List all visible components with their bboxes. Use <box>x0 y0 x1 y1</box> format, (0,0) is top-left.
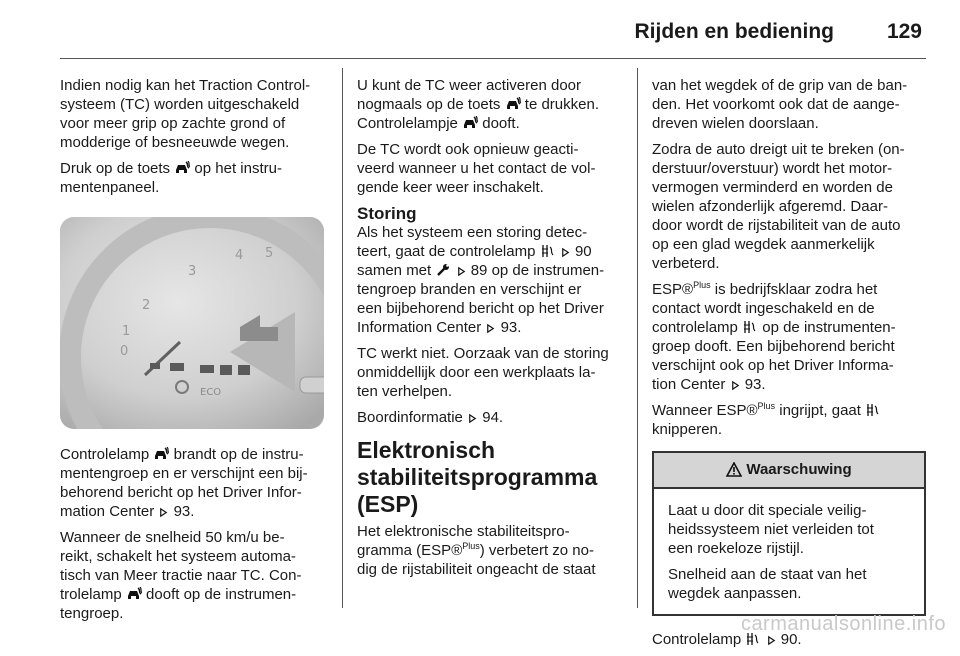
text: Controlelampje <box>357 115 458 132</box>
warning-title: Waarschuwing <box>746 461 852 478</box>
page-reference: 90 <box>574 243 592 260</box>
text: dooft. <box>482 115 520 132</box>
paragraph <box>357 76 627 133</box>
svg-text:2: 2 <box>142 298 151 313</box>
text-line: van het wegdek of de grip van de ban- <box>652 77 908 94</box>
page-reference-icon <box>158 507 169 518</box>
text-line <box>652 401 926 420</box>
text-line <box>60 445 328 464</box>
page-reference: 93. <box>744 376 766 393</box>
column-divider <box>637 68 638 608</box>
page-reference: 90. <box>780 631 802 648</box>
superscript: Plus <box>757 401 776 411</box>
paragraph <box>60 159 328 197</box>
text-line: Laat u door dit speciale veilig- <box>668 502 867 519</box>
text: samen met <box>357 262 432 279</box>
text-line: modderige of besneeuwde wegen. <box>60 134 290 151</box>
esp-icon <box>742 320 758 334</box>
page-reference: 94. <box>482 409 504 426</box>
text: tion Center <box>652 376 726 393</box>
text-line: Snelheid aan de staat van het <box>668 566 867 583</box>
svg-text:3: 3 <box>188 264 197 279</box>
text: brandt op de instru- <box>173 446 304 463</box>
page-reference: 93. <box>500 319 522 336</box>
text-line: vermogen verminderd en worden de <box>652 179 893 196</box>
text: dooft op de instrumen- <box>146 586 297 603</box>
text-line: Indien nodig kan het Traction Control- <box>60 77 311 94</box>
column-1 <box>60 76 328 630</box>
superscript: Plus <box>693 280 711 290</box>
text: teert, gaat de controlelamp <box>357 243 536 260</box>
text-line: den. Het voorkomt ook dat de aange- <box>652 96 900 113</box>
text-line: Als het systeem een storing detec- <box>357 224 588 241</box>
text: ESP® <box>652 281 694 298</box>
text-line: systeem (TC) worden uitgeschakeld <box>60 96 300 113</box>
header-divider <box>60 58 926 59</box>
text-line: mentenpaneel. <box>60 179 160 196</box>
warning-triangle-icon <box>726 462 742 477</box>
traction-control-icon <box>126 587 142 601</box>
esp-icon <box>540 244 556 258</box>
column-2 <box>357 76 627 586</box>
paragraph <box>357 408 627 427</box>
text-line: wielen afzonderlijk afgeremd. Daar- <box>652 198 888 215</box>
column-divider <box>342 68 343 608</box>
text-line: op een glad wegdek aanmerkelijk <box>652 236 875 253</box>
text-line <box>357 95 627 114</box>
watermark: carmanualsonline.info <box>740 613 946 635</box>
traction-control-icon <box>174 161 190 175</box>
subsection-heading: Storing <box>357 204 417 223</box>
text-line: verbeterd. <box>652 255 720 272</box>
text-line: behorend bericht op het Driver Infor- <box>60 484 302 501</box>
text-line: TC werkt niet. Oorzaak van de storing <box>357 345 609 362</box>
svg-text:4: 4 <box>235 248 244 263</box>
text-line <box>357 114 627 133</box>
page-reference-icon <box>560 247 571 258</box>
paragraph <box>357 223 627 337</box>
paragraph <box>668 565 912 603</box>
text-line <box>652 375 926 394</box>
text-line <box>357 261 627 280</box>
text-line <box>357 541 627 560</box>
text-line: Wanneer de snelheid 50 km/u be- <box>60 529 285 546</box>
superscript: Plus <box>462 541 480 551</box>
text-line <box>357 408 627 427</box>
text: gramma (ESP® <box>357 542 463 559</box>
heading-line: Elektronisch <box>357 437 496 463</box>
text: trolelamp <box>60 586 122 603</box>
text: Wanneer ESP® <box>652 402 758 419</box>
text-line <box>60 502 328 521</box>
paragraph <box>357 140 627 197</box>
paragraph <box>60 445 328 521</box>
paragraph <box>60 528 328 623</box>
instrument-cluster-photo <box>60 217 324 429</box>
paragraph <box>652 140 926 273</box>
text: Druk op de toets <box>60 160 171 177</box>
text-line: voor meer grip op zachte grond of <box>60 115 286 132</box>
page-reference-icon <box>485 323 496 334</box>
column-3 <box>652 76 926 656</box>
esp-icon <box>865 403 881 417</box>
text: op het instru- <box>194 160 282 177</box>
instrument-cluster-illustration <box>60 217 324 429</box>
page-reference-icon <box>456 266 467 277</box>
page-header <box>60 14 924 54</box>
text-line: tisch van Meer tractie naar TC. Con- <box>60 567 302 584</box>
text-line: mentengroep en er verschijnt een bij- <box>60 465 308 482</box>
traction-control-icon <box>505 97 521 111</box>
text-line: De TC wordt ook opnieuw geacti- <box>357 141 579 158</box>
text-line: tengroep branden en verschijnt er <box>357 281 582 298</box>
text-line: veerd wanneer u het contact de vol- <box>357 160 596 177</box>
page-reference-icon <box>730 380 741 391</box>
text: te drukken. <box>524 96 599 113</box>
text-line: een bijbehorend bericht op het Driver <box>357 300 604 317</box>
wrench-icon <box>435 263 451 277</box>
svg-text:0: 0 <box>120 344 129 359</box>
traction-control-icon <box>153 447 169 461</box>
text-line <box>652 318 926 337</box>
text-line: Zodra de auto dreigt uit te breken (on- <box>652 141 905 158</box>
paragraph <box>652 401 926 439</box>
text: Controlelamp <box>652 631 742 648</box>
text-line <box>60 159 328 178</box>
text-line: tengroep. <box>60 605 124 622</box>
paragraph <box>357 522 627 579</box>
svg-text:5: 5 <box>265 246 274 261</box>
text-line: ten verhelpen. <box>357 383 453 400</box>
text-line: onmiddellijk door een werkplaats la- <box>357 364 596 381</box>
text-line <box>60 585 328 604</box>
paragraph <box>357 344 627 401</box>
text: Controlelamp <box>60 446 150 463</box>
text: nogmaals op de toets <box>357 96 501 113</box>
text-line: groep dooft. Een bijbehorend bericht <box>652 338 895 355</box>
text-line <box>357 318 627 337</box>
text: controlelamp <box>652 319 738 336</box>
text-line: derstuur/overstuur) wordt het motor- <box>652 160 893 177</box>
text-line: wegdek aanpassen. <box>668 585 802 602</box>
svg-text:1: 1 <box>122 324 131 339</box>
text-line: contact wordt ingeschakeld en de <box>652 300 875 317</box>
text-line: een roekeloze rijstijl. <box>668 540 804 557</box>
heading-line: stabiliteitsprogramma <box>357 464 598 490</box>
page-number: 129 <box>886 20 922 43</box>
warning-header <box>654 453 924 489</box>
traction-control-icon <box>462 116 478 130</box>
text: mation Center <box>60 503 155 520</box>
page-reference-icon <box>766 635 777 646</box>
text-line <box>357 242 627 261</box>
heading-line: (ESP) <box>357 491 419 517</box>
paragraph <box>668 501 912 558</box>
text-line <box>652 280 926 299</box>
text: 89 op de instrumen- <box>470 262 605 279</box>
paragraph <box>652 280 926 394</box>
text-line: heidssysteem niet verleiden tot <box>668 521 874 538</box>
text: ingrijpt, gaat <box>775 402 861 419</box>
page-title: Rijden en bediening <box>634 20 834 43</box>
text: Information Center <box>357 319 482 336</box>
svg-text:ECO: ECO <box>200 387 222 398</box>
text-line: verschijnt ook op het Driver Informa- <box>652 357 894 374</box>
text-line: gende keer weer inschakelt. <box>357 179 544 196</box>
paragraph <box>652 76 926 133</box>
paragraph <box>60 76 328 152</box>
text-line: U kunt de TC weer activeren door <box>357 77 581 94</box>
warning-box <box>652 451 926 616</box>
page-reference: 93. <box>173 503 195 520</box>
text: ) verbetert zo no- <box>479 542 594 559</box>
text-line: knipperen. <box>652 421 723 438</box>
text-line: dig de rijstabiliteit ongeacht de staat <box>357 561 596 578</box>
section-heading <box>357 437 627 518</box>
text: Boordinformatie <box>357 409 463 426</box>
text: op de instrumenten- <box>762 319 896 336</box>
text-line: Het elektronische stabiliteitspro- <box>357 523 570 540</box>
text: is bedrijfsklaar zodra het <box>710 281 878 298</box>
text-line: reikt, schakelt het systeem automa- <box>60 548 296 565</box>
text-line: door wordt de rijstabiliteit van de auto <box>652 217 901 234</box>
page-reference-icon <box>467 413 478 424</box>
warning-body <box>654 489 924 614</box>
text-line: dreven wielen doorslaan. <box>652 115 819 132</box>
